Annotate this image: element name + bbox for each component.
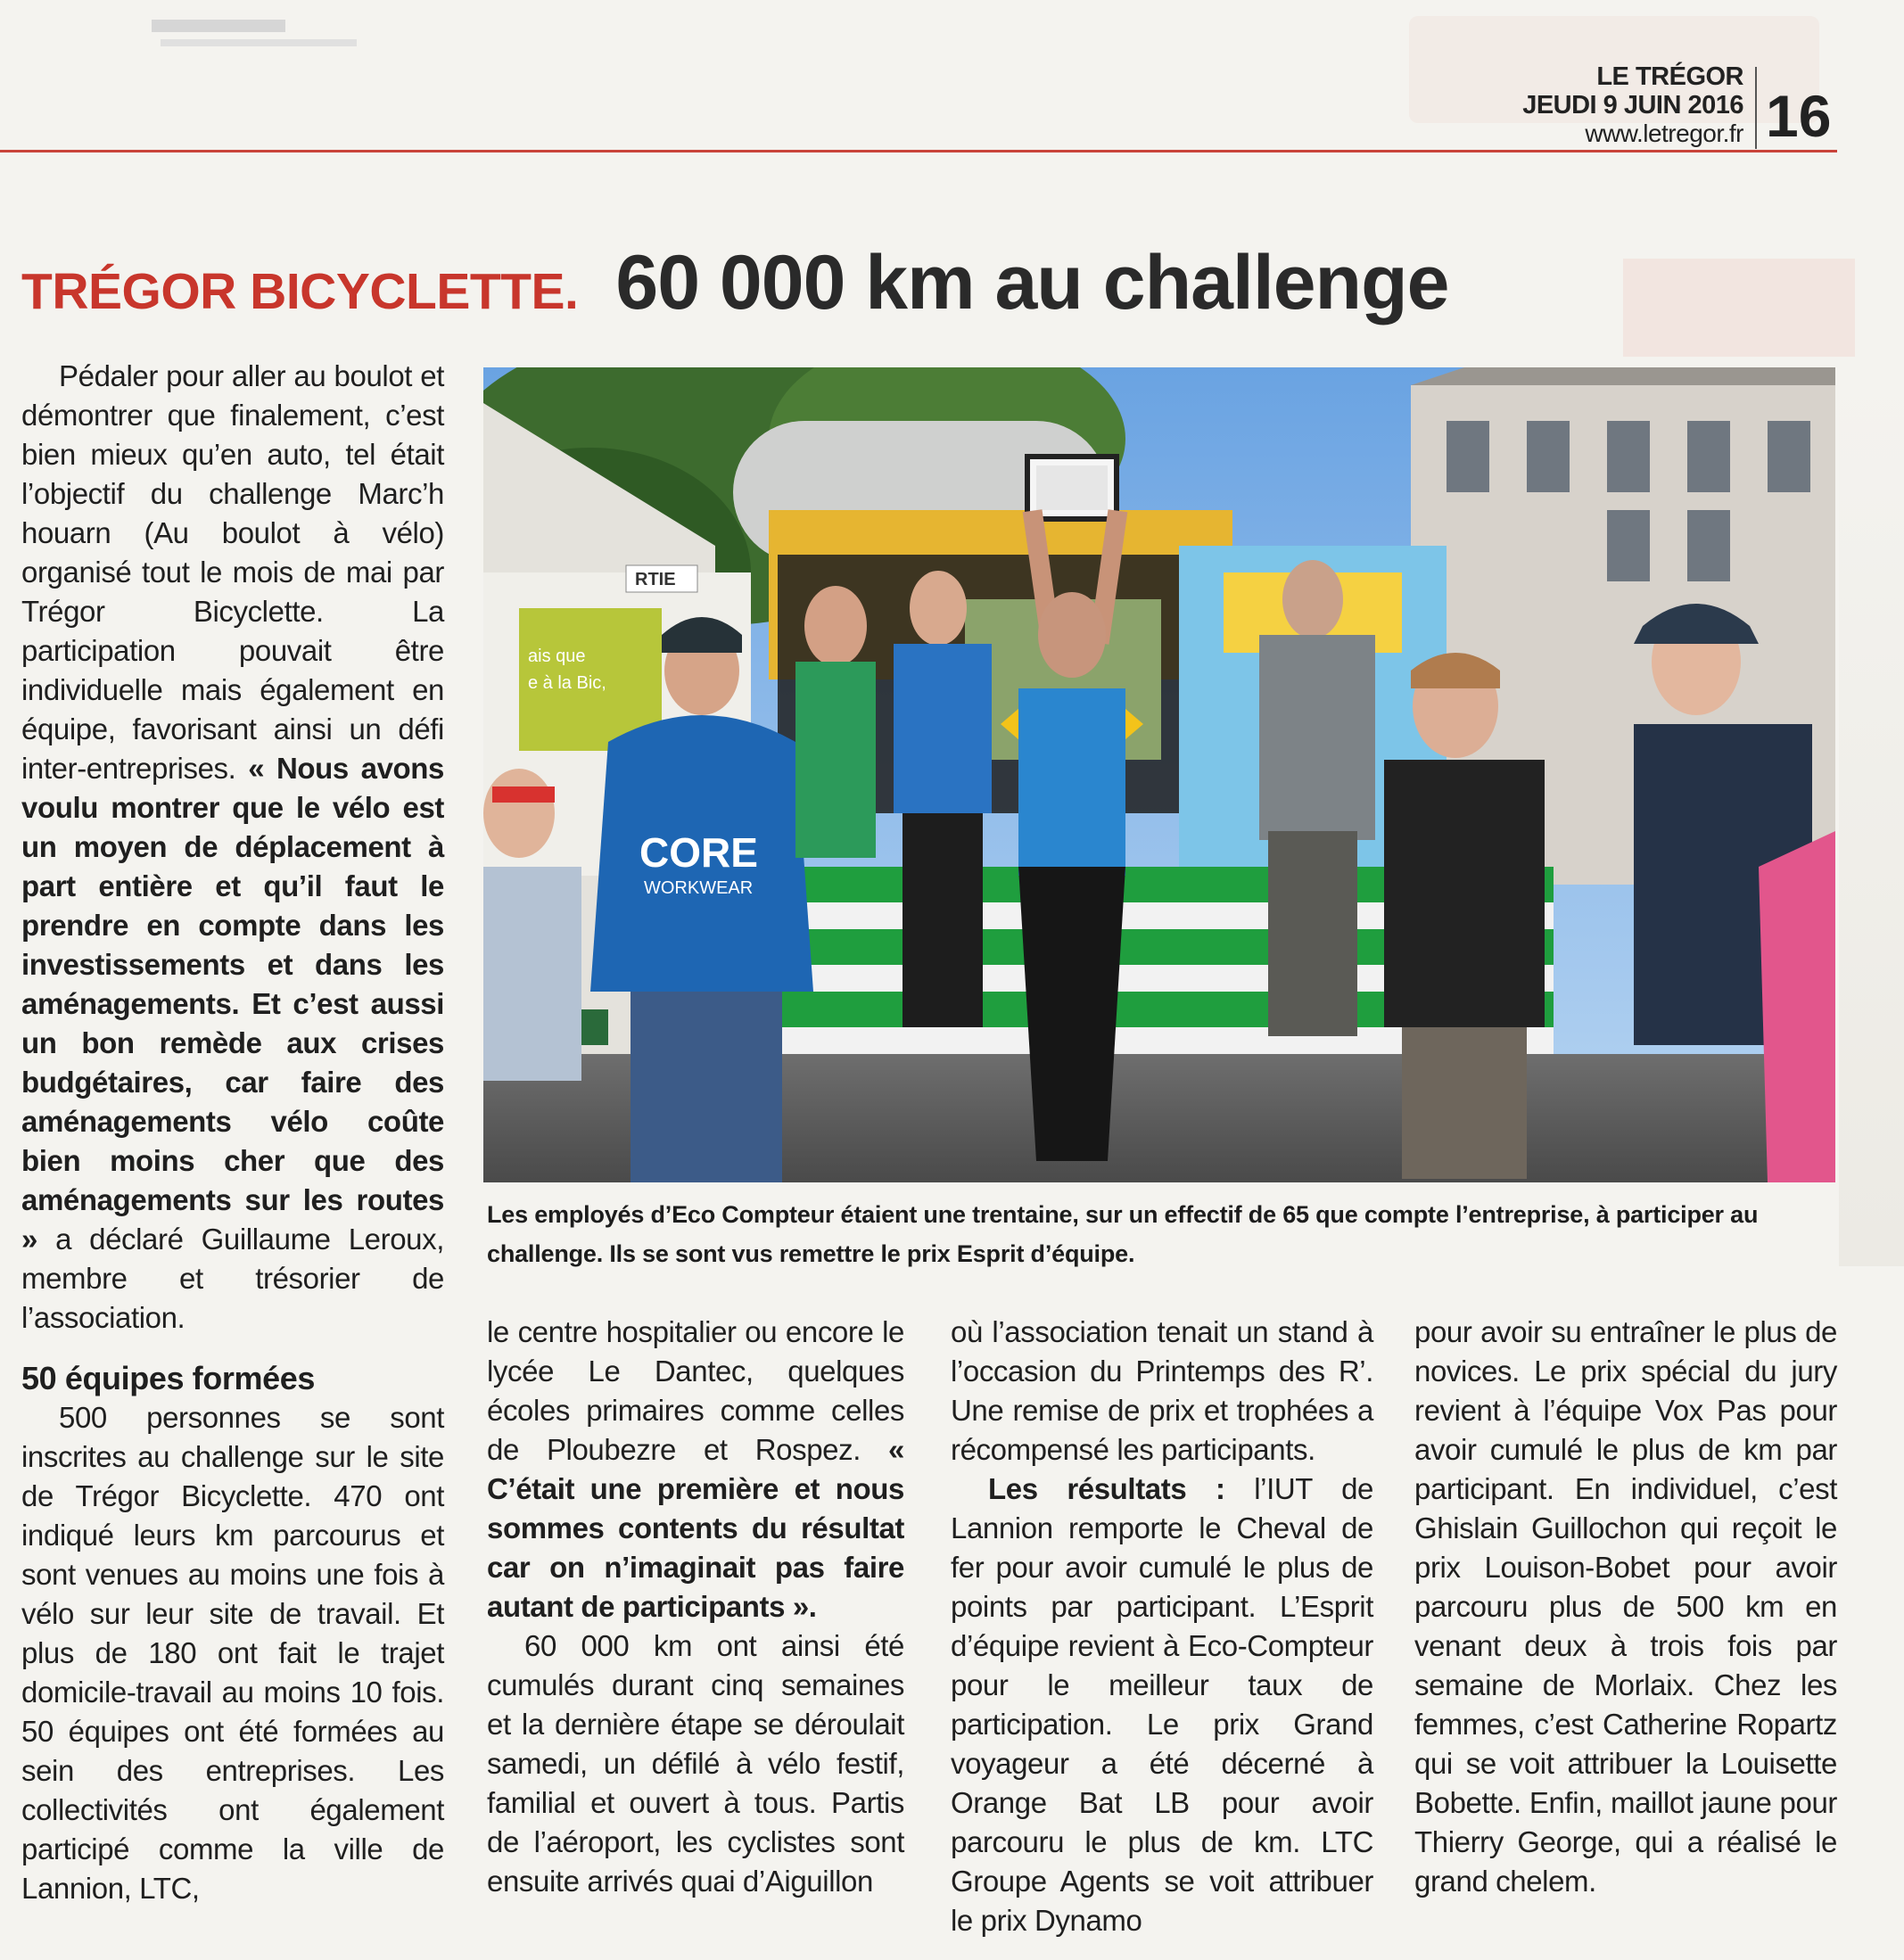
headline-kicker: TRÉGOR BICYCLETTE. [21, 263, 579, 320]
col2-quote: « C’était une première et nous sommes contents du résultat car on n’imaginait pas faire autant de participants ». [487, 1433, 904, 1623]
photo-caption: Les employés d’Eco Compteur étaient une trentaine, sur un effectif de 65 que compte l’entreprise, à participer au challenge. Ils se sont vus remettre le prix Esprit d’équipe. [487, 1201, 1759, 1267]
col2-text: le centre hospitalier ou encore le lycée Le Dantec, quelques écoles primaires comme celles de Ploubezre et Rospez. [487, 1315, 904, 1466]
svg-text:e à la Bic,: e à la Bic, [528, 673, 606, 693]
hoodie-text: CORE [639, 829, 758, 876]
col3-results: l’IUT de Lannion remporte le Cheval de fer pour avoir cumulé le plus de points par participant. L’Esprit d’équipe revient à Eco-Compteur pour le meilleur taux de participation. Le prix Grand voyageur a été décerné à Orange Bat LB pour avoir parcouru le plus de km. LTC Groupe Agents se voit attribuer le prix Dynamo [951, 1472, 1373, 1937]
news-photo [483, 367, 1835, 1182]
issue-date: JEUDI 9 JUIN 2016 [1522, 91, 1743, 119]
col3-paragraph-2 [951, 1470, 1373, 1940]
results-lead: Les résultats : [988, 1472, 1225, 1505]
article-column-4 [1414, 1313, 1837, 1901]
col1-paragraph [21, 357, 444, 1338]
paper-name: LE TRÉGOR [1596, 62, 1743, 91]
col1-quote: « Nous avons voulu montrer que le vélo est un moyen de déplacement à part entière et qu’il faut le prendre en compte dans les investissements et dans les aménagements. Et c’est aussi un bon remède aux crises budgétaires, car faire des aménagements vélo coûte bien moins cher que des aménagements sur les routes » [21, 752, 444, 1256]
section-subhead: 50 équipes formées [21, 1360, 315, 1396]
page-number: 16 [1766, 83, 1832, 149]
sign-text: RTIE [635, 570, 676, 589]
col3-paragraph: où l’association tenait un stand à l’occasion du Printemps des R’. Une remise de prix et trophées a récompensé les participants. [951, 1315, 1373, 1466]
article-column-1 [21, 357, 444, 1908]
headline [21, 239, 1448, 327]
photo-illustration [483, 367, 1835, 1182]
col2-paragraph-2: 60 000 km ont ainsi été cumulés durant cinq semaines et la dernière étape se déroulait samedi, un défilé à vélo festif, familial et ouvert à tous. Partis de l’aéroport, les cyclistes sont ensuite arrivés quai d’Aiguillon [487, 1629, 904, 1898]
col1-attribution: a déclaré Guillaume Leroux, membre et trésorier de l’association. [21, 1223, 444, 1334]
masthead [1522, 62, 1743, 148]
article-column-2 [487, 1313, 904, 1901]
headline-title: 60 000 km au challenge [615, 240, 1449, 325]
show-through-header [152, 12, 375, 62]
col1-paragraph-2: 500 personnes se sont inscrites au challenge sur le site de Trégor Bicyclette. 470 ont indiqué leurs km parcourus et sont venues au moins une fois à vélo sur leur site de travail. Et plus de 180 ont fait le trajet domicile-travail au moins 10 fois. 50 équipes ont été formées au sein des entreprises. Les collectivités ont également participé comme la ville de Lannion, LTC, [21, 1401, 444, 1905]
right-margin [1839, 375, 1904, 1266]
svg-text:ais que: ais que [528, 646, 586, 666]
site-url: www.letregor.fr [1585, 119, 1743, 147]
header-rule [0, 150, 1837, 152]
masthead-divider [1755, 67, 1757, 149]
hoodie-subtext: WORKWEAR [644, 878, 754, 898]
col1-intro: Pédaler pour aller au boulot et démontrer que finalement, c’est bien mieux qu’en auto, tel était l’objectif du challenge Marc’h houarn (Au boulot à vélo) organisé tout le mois de mai par Trégor Bicyclette. La participation pouvait être individuelle mais également en équipe, favorisant ainsi un défi inter-entreprises. [21, 359, 444, 785]
show-through-block [1623, 259, 1855, 357]
article-column-3 [951, 1313, 1373, 1940]
col4-paragraph: pour avoir su entraîner le plus de novices. Le prix spécial du jury revient à l’équipe Vox Pas pour avoir cumulé le plus de km par participant. En individuel, c’est Ghislain Guillochon qui reçoit le prix Louison-Bobet pour avoir parcouru plus de 500 km en venant deux à trois fois par semaine de Morlaix. Chez les femmes, c’est Catherine Ropartz qui se voit attribuer la Louisette Bobette. Enfin, maillot jaune pour Thierry George, qui a réalisé le grand chelem. [1414, 1315, 1837, 1898]
col2-paragraph [487, 1313, 904, 1626]
